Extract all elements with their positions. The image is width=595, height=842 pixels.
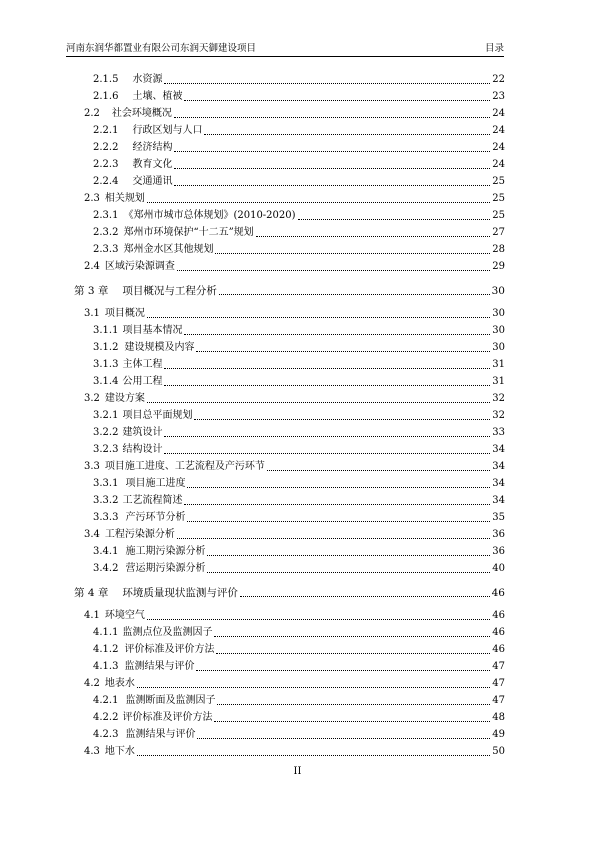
- toc-entry-page: 40: [492, 563, 505, 574]
- dot-leader: [164, 385, 490, 386]
- toc-entry-number: 4.2: [84, 678, 100, 689]
- dot-leader: [256, 236, 491, 237]
- dot-leader: [215, 253, 490, 254]
- toc-entry-title: 评价标准及评价方法: [124, 644, 215, 655]
- toc-entry-page: 34: [492, 495, 505, 506]
- dot-leader: [197, 738, 490, 739]
- toc-entry[interactable]: [93, 90, 505, 104]
- dot-leader: [177, 270, 490, 271]
- toc-entry-number: 4.3: [84, 746, 100, 757]
- toc-entry-title: 主体工程: [122, 359, 163, 370]
- toc-entry-number: 2.2.2: [93, 142, 119, 153]
- toc-entry-page: 50: [492, 746, 505, 757]
- toc-entry[interactable]: [93, 124, 505, 138]
- toc-entry-page: 34: [492, 444, 505, 455]
- toc-entry-title: 工艺流程简述: [122, 495, 183, 506]
- dot-leader: [184, 100, 490, 101]
- toc-entry-title: 监测断面及监测因子: [125, 695, 216, 706]
- toc-entry[interactable]: [84, 609, 505, 623]
- dot-leader: [174, 185, 490, 186]
- toc-entry-page: 46: [492, 627, 505, 638]
- toc-entry-number: 3.4.1: [93, 546, 119, 557]
- toc-entry-number: 2.1.6: [93, 91, 119, 102]
- toc-entry[interactable]: [93, 728, 505, 742]
- toc-entry-number: 3.1: [84, 308, 100, 319]
- toc-entry[interactable]: [93, 545, 505, 559]
- toc-entry[interactable]: [84, 528, 505, 542]
- toc-entry[interactable]: [84, 192, 505, 206]
- toc-entry-number: 4.1: [84, 610, 100, 621]
- toc-entry[interactable]: [93, 226, 505, 240]
- toc-entry[interactable]: [84, 107, 505, 121]
- toc-entry-title: 《郑州市城市总体规划》(2010-2020): [123, 210, 296, 221]
- toc-entry-page: 36: [492, 546, 505, 557]
- toc-entry[interactable]: [93, 409, 505, 423]
- toc-entry-page: 24: [492, 125, 505, 136]
- toc-entry-title: 郑州市环境保护“十二五”规划: [123, 227, 254, 238]
- toc-entry-number: 3.4.2: [93, 563, 119, 574]
- toc-entry-title: 施工期污染源分析: [125, 546, 206, 557]
- dot-leader: [147, 202, 490, 203]
- toc-entry[interactable]: [93, 477, 505, 491]
- toc-entry-page: 31: [492, 359, 505, 370]
- dot-leader: [137, 687, 490, 688]
- toc-entry-title: 经济结构: [132, 142, 173, 153]
- dot-leader: [207, 572, 490, 573]
- toc-entry-page: 28: [492, 244, 505, 255]
- toc-entry-number: 4.2.3: [93, 729, 119, 740]
- toc-entry-title: 监测结果与评价: [124, 661, 195, 672]
- toc-entry-title: 环境空气: [104, 610, 145, 621]
- dot-leader: [147, 317, 490, 318]
- toc-entry[interactable]: [93, 660, 505, 674]
- toc-entry[interactable]: [93, 175, 505, 189]
- toc-entry-page: 25: [492, 193, 505, 204]
- dot-leader: [147, 619, 490, 620]
- dot-leader: [174, 117, 490, 118]
- toc-entry-title: 结构设计: [122, 444, 163, 455]
- toc-entry-page: 46: [491, 587, 505, 599]
- toc-entry-number: 2.3.1: [93, 210, 119, 221]
- toc-chapter-title: 环境质量现状监测与评价: [122, 587, 238, 599]
- toc-entry-title: 项目施工进度、工艺流程及产污环节: [104, 461, 265, 472]
- toc-entry-title: 监测点位及监测因子: [122, 627, 213, 638]
- toc-entry[interactable]: [93, 324, 505, 338]
- toc-entry-page: 22: [492, 74, 505, 85]
- toc-entry-number: 2.2: [84, 108, 100, 119]
- toc-entry-number: 3.1.4: [93, 376, 119, 387]
- toc-entry[interactable]: [84, 677, 505, 691]
- toc-entry-number: 3.4: [84, 529, 100, 540]
- toc-entry-title: 土壤、植被: [132, 91, 183, 102]
- toc-entry-page: 24: [492, 142, 505, 153]
- toc-entry[interactable]: [84, 460, 505, 474]
- toc-entry-page: 24: [492, 159, 505, 170]
- dot-leader: [187, 487, 490, 488]
- toc-entry-page: 30: [492, 308, 505, 319]
- toc-chapter-number: 第 3 章: [74, 285, 109, 297]
- toc-chapter-entry[interactable]: [74, 284, 505, 298]
- toc-entry-number: 2.4: [84, 261, 100, 272]
- toc-entry-number: 4.1.3: [93, 661, 119, 672]
- toc-entry-page: 36: [492, 529, 505, 540]
- toc-entry-title: 郑州金水区其他规划: [123, 244, 214, 255]
- toc-entry[interactable]: [93, 209, 505, 223]
- toc-entry-title: 社会环境概况: [111, 108, 172, 119]
- toc-entry-title: 工程污染源分析: [104, 529, 175, 540]
- toc-entry-title: 建筑设计: [122, 427, 163, 438]
- toc-entry-page: 25: [492, 210, 505, 221]
- toc-entry[interactable]: [93, 141, 505, 155]
- dot-leader: [177, 538, 490, 539]
- toc-entry-number: 3.2.3: [93, 444, 119, 455]
- toc-entry[interactable]: [93, 626, 505, 640]
- toc-entry-page: 27: [492, 227, 505, 238]
- toc-chapter-number: 第 4 章: [74, 587, 109, 599]
- toc-entry-number: 2.3.2: [93, 227, 119, 238]
- toc-entry-title: 地下水: [104, 746, 135, 757]
- toc-entry-title: 区域污染源调查: [104, 261, 175, 272]
- dot-leader: [184, 334, 490, 335]
- toc-entry-page: 33: [492, 427, 505, 438]
- toc-entry[interactable]: [93, 711, 505, 725]
- toc-entry-page: 47: [492, 678, 505, 689]
- toc-entry[interactable]: [93, 643, 505, 657]
- toc-entry-page: 47: [492, 695, 505, 706]
- dot-leader: [196, 670, 490, 671]
- toc-entry-number: 2.3: [84, 193, 100, 204]
- toc-entry-title: 公用工程: [122, 376, 163, 387]
- toc-entry-page: 23: [492, 91, 505, 102]
- toc-entry-number: 2.2.4: [93, 176, 119, 187]
- toc-entry-title: 建设规模及内容: [124, 342, 195, 353]
- dot-leader: [216, 653, 490, 654]
- toc-entry-title: 水资源: [132, 74, 163, 85]
- toc-entry-number: 3.3: [84, 461, 100, 472]
- toc-chapter-entry[interactable]: [74, 586, 505, 600]
- dot-leader: [214, 636, 490, 637]
- dot-leader: [174, 168, 490, 169]
- toc-entry-page: 49: [492, 729, 505, 740]
- toc-entry[interactable]: [93, 375, 505, 389]
- toc-entry-title: 产污环节分析: [125, 512, 186, 523]
- dot-leader: [174, 151, 490, 152]
- toc-entry-number: 2.2.3: [93, 159, 119, 170]
- toc-entry[interactable]: [84, 745, 505, 759]
- dot-leader: [164, 83, 490, 84]
- toc-entry-title: 相关规划: [104, 193, 145, 204]
- toc-entry-number: 3.1.2: [93, 342, 119, 353]
- toc-entry[interactable]: [93, 73, 505, 87]
- dot-leader: [196, 351, 490, 352]
- toc-entry-page: 46: [492, 610, 505, 621]
- dot-leader: [214, 721, 490, 722]
- toc-entry-number: 3.2: [84, 393, 100, 404]
- toc-entry-page: 47: [492, 661, 505, 672]
- toc-entry-number: 3.2.1: [93, 410, 119, 421]
- toc-entry[interactable]: [93, 426, 505, 440]
- toc-entry[interactable]: [93, 694, 505, 708]
- toc-entry-title: 评价标准及评价方法: [122, 712, 213, 723]
- toc-entry-number: 2.3.3: [93, 244, 119, 255]
- dot-leader: [194, 419, 490, 420]
- toc-entry-title: 建设方案: [104, 393, 145, 404]
- toc-entry[interactable]: [93, 158, 505, 172]
- dot-leader: [164, 453, 490, 454]
- toc-entry-page: 35: [492, 512, 505, 523]
- toc-entry-page: 34: [492, 461, 505, 472]
- toc-entry-number: 4.1.1: [93, 627, 119, 638]
- toc-entry-number: 3.3.3: [93, 512, 119, 523]
- dot-leader: [164, 436, 490, 437]
- toc-entry[interactable]: [84, 307, 505, 321]
- toc-entry-number: 2.2.1: [93, 125, 119, 136]
- toc-entry-page: 30: [492, 325, 505, 336]
- toc-chapter-title: 项目概况与工程分析: [122, 285, 217, 297]
- toc-entry-number: 3.3.2: [93, 495, 119, 506]
- toc-entry-title: 行政区划与人口: [132, 125, 203, 136]
- toc-entry-title: 项目总平面规划: [122, 410, 193, 421]
- toc-entry-number: 3.3.1: [93, 478, 119, 489]
- toc-entry-title: 项目基本情况: [122, 325, 183, 336]
- toc-entry-page: 48: [492, 712, 505, 723]
- toc-entry-title: 项目概况: [104, 308, 145, 319]
- toc-entry-number: 2.1.5: [93, 74, 119, 85]
- dot-leader: [187, 521, 490, 522]
- toc-entry-title: 监测结果与评价: [125, 729, 196, 740]
- dot-leader: [219, 294, 490, 295]
- toc-entry-title: 营运期污染源分析: [125, 563, 206, 574]
- toc-entry-number: 4.2.1: [93, 695, 119, 706]
- dot-leader: [184, 504, 490, 505]
- page-number: II: [293, 766, 302, 777]
- dot-leader: [298, 219, 491, 220]
- toc-entry[interactable]: [93, 358, 505, 372]
- toc-entry-page: 34: [492, 478, 505, 489]
- toc-entry[interactable]: [84, 392, 505, 406]
- dot-leader: [137, 755, 490, 756]
- toc-entry[interactable]: [93, 511, 505, 525]
- header-company-project: 河南东润华都置业有限公司东润天御建设项目: [66, 43, 257, 54]
- toc-entry-number: 4.2.2: [93, 712, 119, 723]
- header-section-title: 目录: [484, 43, 504, 54]
- toc-entry-page: 30: [491, 285, 505, 297]
- toc-entry-title: 交通通讯: [132, 176, 173, 187]
- dot-leader: [240, 596, 490, 597]
- toc-entry-page: 31: [492, 376, 505, 387]
- toc-entry-title: 项目施工进度: [125, 478, 186, 489]
- toc-entry[interactable]: [93, 341, 505, 355]
- dot-leader: [147, 402, 490, 403]
- toc-entry[interactable]: [93, 494, 505, 508]
- dot-leader: [217, 704, 490, 705]
- toc-entry-page: 25: [492, 176, 505, 187]
- toc-entry-page: 46: [492, 644, 505, 655]
- toc-entry-number: 3.1.3: [93, 359, 119, 370]
- toc-entry[interactable]: [93, 443, 505, 457]
- dot-leader: [164, 368, 490, 369]
- toc-entry-page: 32: [492, 393, 505, 404]
- toc-entry-number: 3.1.1: [93, 325, 119, 336]
- toc-entry[interactable]: [93, 562, 505, 576]
- dot-leader: [207, 555, 490, 556]
- toc-entry-page: 24: [492, 108, 505, 119]
- toc-entry-number: 4.1.2: [93, 644, 119, 655]
- toc-entry-number: 3.2.2: [93, 427, 119, 438]
- toc-entry[interactable]: [84, 260, 505, 274]
- dot-leader: [267, 470, 490, 471]
- toc-entry-title: 地表水: [104, 678, 135, 689]
- toc-entry-title: 教育文化: [132, 159, 173, 170]
- toc-entry-page: 30: [492, 342, 505, 353]
- toc-entry-page: 29: [492, 261, 505, 272]
- toc-entry-page: 32: [492, 410, 505, 421]
- toc-entry[interactable]: [93, 243, 505, 257]
- dot-leader: [204, 134, 490, 135]
